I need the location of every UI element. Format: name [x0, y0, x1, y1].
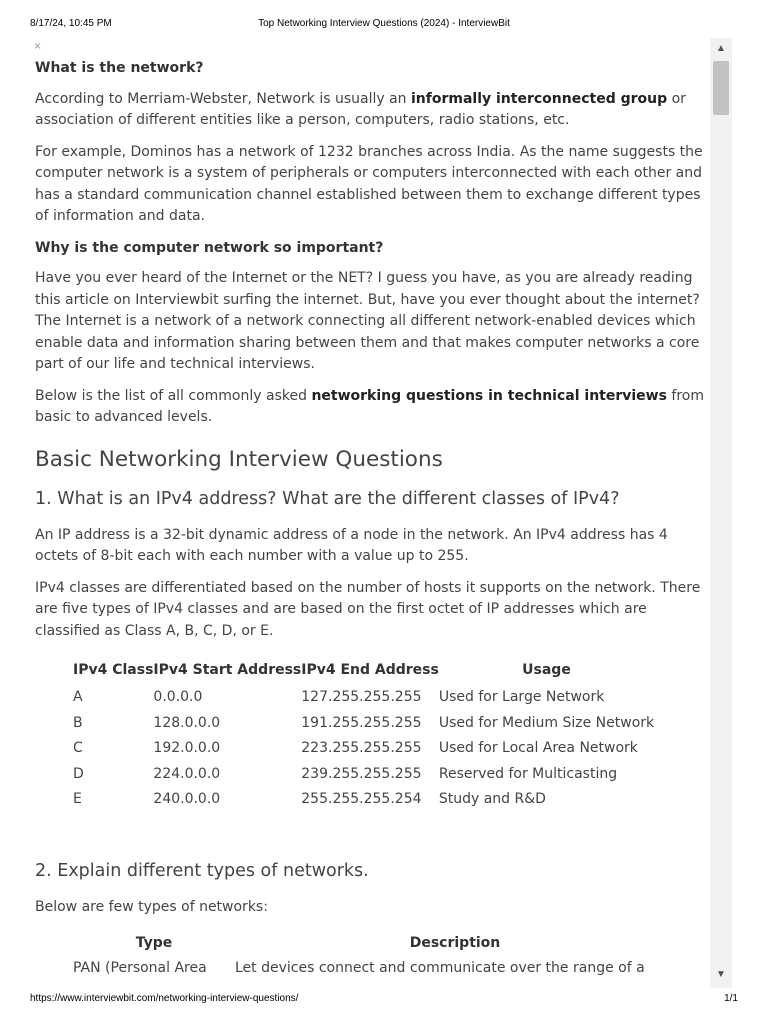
table-cell: Used for Medium Size Network — [438, 714, 655, 731]
column-header: IPv4 End Address — [301, 662, 439, 679]
bold-text: informally interconnected group — [411, 90, 668, 107]
bold-text: networking questions in technical interviews — [311, 387, 667, 404]
table-cell: 239.255.255.255 — [301, 765, 422, 782]
column-header: IPv4 Start Address — [153, 662, 302, 679]
paragraph-network-types-intro: Below are few types of networks: — [35, 898, 268, 915]
paragraph-definition — [35, 89, 707, 132]
text-span: Below is the list of all commonly asked — [35, 387, 312, 404]
paragraph-internet: Have you ever heard of the Internet or the NET? I guess you have, as you are already reading this article on Interviewbit surfing the internet. But, have you ever thought about the internet? The Internet is a network of a network connecting all different network-enabled devices which enable data and information sharing between them and that makes computer networks a core part of our life and technical interviews. — [35, 270, 700, 372]
table-cell: Reserved for Multicasting — [438, 765, 618, 782]
text-span: or association of different entities like a person, computers, radio stations, etc. — [35, 90, 686, 128]
print-footer — [0, 993, 768, 1009]
print-page-title: Top Networking Interview Questions (2024) - InterviewBit — [258, 18, 510, 29]
table-cell: Let devices connect and communicate over the range of a — [235, 960, 645, 976]
paragraph-example: For example, Dominos has a network of 1232 branches across India. As the name suggests the computer network is a system of peripherals or computers interconnected with each other and has a standard communication channel established between them to exchange different types of information and data. — [35, 143, 703, 224]
table-row — [73, 711, 654, 737]
table-cell: 223.255.255.255 — [301, 740, 422, 756]
table-cell: 224.0.0.0 — [153, 765, 221, 782]
table-header-row — [73, 660, 654, 685]
table-row — [73, 762, 654, 788]
table-cell: PAN (Personal Area — [73, 960, 207, 976]
table-row — [73, 685, 654, 711]
table-cell: Used for Local Area Network — [438, 740, 638, 756]
paragraph-list-intro — [35, 386, 707, 429]
table-cell: Study and R&D — [438, 791, 546, 807]
table-cell: B — [73, 714, 83, 731]
table-cell: A — [73, 689, 83, 705]
print-page-count: 1/1 — [724, 993, 738, 1004]
table-cell: D — [73, 765, 84, 782]
table-cell: C — [73, 740, 83, 756]
question-heading-network-types: 2. Explain different types of networks. — [35, 860, 369, 881]
paragraph-ipv4-definition: An IP address is a 32-bit dynamic address of a node in the network. An IPv4 address has 4 octets of 8-bit each with each number with a value up to 255. — [35, 526, 668, 564]
print-url: https://www.interviewbit.com/networking-interview-questions/ — [30, 993, 299, 1004]
table-cell: 192.0.0.0 — [153, 740, 221, 756]
question-heading-ipv4: 1. What is an IPv4 address? What are the different classes of IPv4? — [35, 488, 620, 509]
text-span: According to Merriam-Webster, Network is usually an — [35, 90, 411, 107]
vertical-scrollbar[interactable] — [710, 38, 732, 988]
table-cell: Used for Large Network — [438, 689, 605, 705]
print-datetime: 8/17/24, 10:45 PM — [30, 18, 112, 29]
ipv4-classes-table — [73, 660, 654, 813]
question-why-important: Why is the computer network so important? — [35, 239, 384, 256]
scroll-up-arrow-icon[interactable]: ▲ — [716, 43, 726, 54]
text-span: from basic to advanced levels. — [35, 387, 704, 425]
table-cell: 240.0.0.0 — [153, 791, 221, 807]
page-viewport — [30, 38, 710, 988]
network-types-table — [73, 932, 675, 980]
column-header: IPv4 Class — [73, 662, 154, 679]
table-row — [73, 736, 654, 762]
table-cell: 127.255.255.255 — [301, 689, 422, 705]
print-header — [0, 18, 768, 34]
table-header-row — [73, 932, 675, 956]
table-cell: 0.0.0.0 — [153, 689, 203, 705]
article-content — [35, 58, 707, 980]
close-icon[interactable]: × — [34, 39, 42, 53]
table-cell: 191.255.255.255 — [301, 714, 422, 731]
table-cell: 128.0.0.0 — [153, 714, 221, 731]
paragraph-ipv4-classes: IPv4 classes are differentiated based on the number of hosts it supports on the network. There are five types of IPv4 classes and are based on the first octet of IP addresses which are classified as Class A, B, C, D, or E. — [35, 579, 701, 639]
scrollbar-thumb[interactable] — [713, 61, 729, 115]
column-header: Description — [409, 935, 501, 952]
table-row — [73, 787, 654, 813]
scroll-down-arrow-icon[interactable]: ▼ — [716, 969, 726, 980]
question-what-is-network: What is the network? — [35, 60, 204, 76]
column-header: Type — [135, 935, 173, 952]
table-cell: 255.255.255.254 — [301, 791, 422, 807]
table-row — [73, 956, 675, 980]
table-cell: E — [73, 791, 82, 807]
section-heading: Basic Networking Interview Questions — [35, 446, 443, 472]
column-header: Usage — [522, 662, 571, 679]
